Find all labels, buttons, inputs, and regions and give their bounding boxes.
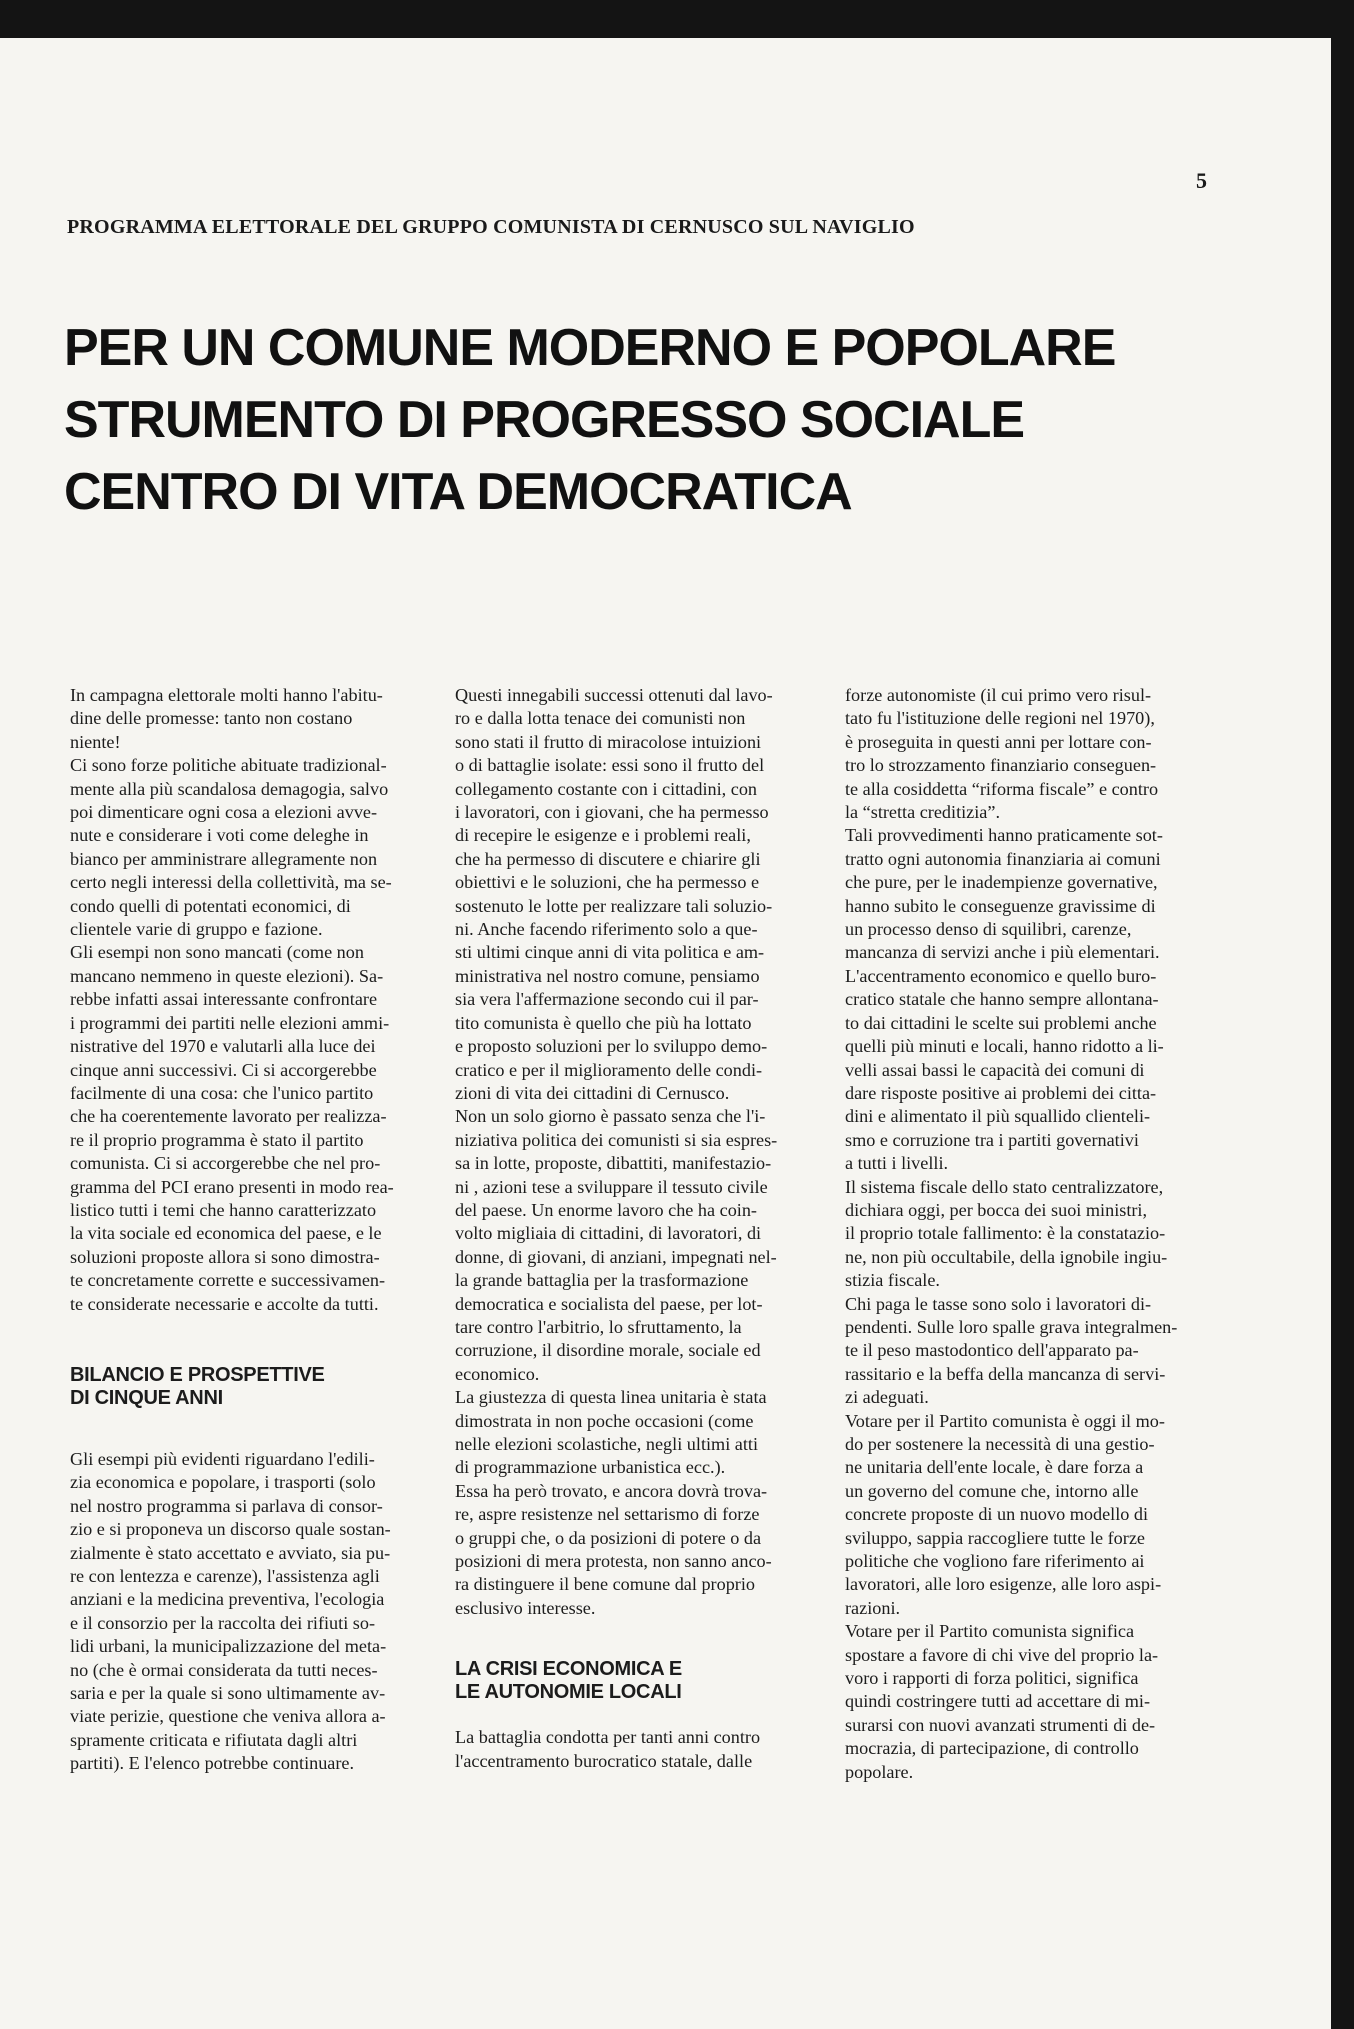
text-line: ministrativa nel nostro comune, pensiamo — [455, 965, 760, 986]
paragraph — [845, 965, 1215, 1176]
text-line: partiti). E l'elenco potrebbe continuare. — [70, 1753, 355, 1774]
text-line: zia economica e popolare, i trasporti (solo — [70, 1472, 376, 1493]
text-line: pendenti. Sulle loro spalle grava integralmen- — [845, 1316, 1178, 1337]
text-line: re, aspre resistenze nel settarismo di forze — [455, 1504, 760, 1525]
headline-line: PER UN COMUNE MODERNO E POPOLARE — [64, 319, 1116, 377]
text-line: dare risposte positive ai problemi dei citta- — [845, 1082, 1157, 1103]
text-line: o gruppi che, o da posizioni di potere o da — [455, 1527, 762, 1548]
paragraph — [70, 941, 438, 1316]
text-line: dichiara oggi, per bocca dei suoi ministri, — [845, 1199, 1148, 1220]
page-number: 5 — [1196, 168, 1207, 193]
text-line: stizia fiscale. — [845, 1270, 940, 1291]
text-line: tare contro l'arbitrio, lo sfruttamento, la — [455, 1316, 742, 1337]
paragraph — [455, 684, 822, 1105]
text-line: il proprio totale fallimento: è la constatazio- — [845, 1223, 1166, 1244]
text-line: obiettivi e le soluzioni, che ha permesso e — [455, 872, 760, 893]
text-line: mancano nemmeno in queste elezioni). Sa- — [70, 965, 384, 986]
text-line: sviluppo, sappia raccogliere tutte le forze — [845, 1527, 1145, 1548]
text-line: dini e alimentato il più squallido clienteli- — [845, 1106, 1151, 1127]
text-line: mancanza di servizi anche i più elementari. — [845, 942, 1160, 963]
headline — [64, 312, 1164, 528]
text-line: zio e si proponeva un discorso quale sostan- — [70, 1519, 391, 1540]
text-line: Essa ha però trovato, e ancora dovrà trova- — [455, 1480, 768, 1501]
text-line: te alla cosiddetta “riforma fiscale” e contro — [845, 778, 1159, 799]
text-line: certo negli interessi della collettività, ma se- — [70, 872, 392, 893]
text-line: rassitario e la beffa della mancanza di servi- — [845, 1363, 1166, 1384]
paragraph — [455, 1480, 822, 1620]
text-line: niente! — [70, 731, 121, 752]
text-line: re il proprio programma è stato il partito — [70, 1129, 364, 1150]
headline-line: STRUMENTO DI PROGRESSO SOCIALE — [64, 391, 1025, 449]
column-2 — [455, 684, 822, 1773]
text-line: Votare per il Partito comunista è oggi il mo- — [845, 1410, 1165, 1431]
text-line: viate perizie, questione che veniva allora a- — [70, 1706, 386, 1727]
text-line: ni , azioni tese a sviluppare il tessuto civile — [455, 1176, 768, 1197]
text-line: cratico statale che hanno sempre allontana- — [845, 989, 1159, 1010]
paragraph — [70, 754, 438, 941]
text-line: sa in lotte, proposte, dibattiti, manifestazio- — [455, 1153, 772, 1174]
text-line: tratto ogni autonomia finanziaria ai comuni — [845, 848, 1161, 869]
text-line: Non un solo giorno è passato senza che l'i- — [455, 1106, 766, 1127]
text-line: tro lo strozzamento finanziario conseguen- — [845, 755, 1157, 776]
paragraph — [845, 1410, 1215, 1621]
text-line: esclusivo interesse. — [455, 1597, 596, 1618]
text-line: DI CINQUE ANNI — [70, 1386, 223, 1409]
paragraph — [845, 1293, 1215, 1410]
text-line: cinque anni successivi. Ci si accorgerebbe — [70, 1059, 377, 1080]
text-line: zialmente è stato accettato e avviato, sia pu- — [70, 1542, 391, 1563]
text-line: i programmi dei partiti nelle elezioni ammi- — [70, 1012, 390, 1033]
text-line: spramente criticata e rifiutata dagli altri — [70, 1729, 358, 1750]
text-line: no (che è ormai considerata da tutti neces- — [70, 1659, 378, 1680]
text-line: e il consorzio per la raccolta dei rifiuti so- — [70, 1612, 376, 1633]
text-line: dine delle promesse: tanto non costano — [70, 708, 353, 729]
text-line: ra distinguere il bene comune dal proprio — [455, 1574, 755, 1595]
text-line: i lavoratori, con i giovani, che ha permesso — [455, 802, 769, 823]
text-line: anziani e la medicina preventiva, l'ecologia — [70, 1589, 385, 1610]
text-line: la grande battaglia per la trasformazione — [455, 1270, 749, 1291]
column-1 — [70, 684, 438, 1776]
text-line: un governo del comune che, intorno alle — [845, 1480, 1139, 1501]
text-line: saria e per la quale si sono ultimamente av- — [70, 1683, 386, 1704]
text-line: zioni di vita dei cittadini di Cernusco. — [455, 1082, 730, 1103]
text-line: dimostrata in non poche occasioni (come — [455, 1410, 754, 1431]
text-line: ni. Anche facendo riferimento solo a que- — [455, 919, 758, 940]
text-line: mocrazia, di partecipazione, di controllo — [845, 1738, 1139, 1759]
text-line: te concretamente corrette e successivamen- — [70, 1270, 386, 1291]
text-line: facilmente di una cosa: che l'unico partito — [70, 1082, 374, 1103]
text-line: la vita sociale ed economica del paese, e le — [70, 1223, 382, 1244]
text-line: tato fu l'istituzione delle regioni nel 1970), — [845, 708, 1155, 729]
section-heading — [455, 1658, 822, 1704]
kicker: PROGRAMMA ELETTORALE DEL GRUPPO COMUNISTA DI CERNUSCO SUL NAVIGLIO — [67, 216, 915, 238]
text-line: è proseguita in questi anni per lottare con- — [845, 731, 1152, 752]
text-line: listico tutti i temi che hanno caratterizzato — [70, 1199, 377, 1220]
text-line: gramma del PCI erano presenti in modo rea- — [70, 1176, 394, 1197]
headline-line: CENTRO DI VITA DEMOCRATICA — [64, 463, 852, 521]
text-line: donne, di giovani, di anziani, impegnati nel- — [455, 1246, 777, 1267]
text-line: mente alla più scandalosa demagogia, salvo — [70, 778, 389, 799]
text-line: democratica e socialista del paese, per lot- — [455, 1293, 763, 1314]
text-line: BILANCIO E PROSPETTIVE — [70, 1363, 325, 1386]
text-line: l'accentramento burocratico statale, dalle — [455, 1750, 753, 1771]
text-line: che ha permesso di discutere e chiarire gli — [455, 848, 761, 869]
text-line: ne unitaria dell'ente locale, è dare forza a — [845, 1457, 1144, 1478]
text-line: surarsi con nuovi avanzati strumenti di de- — [845, 1714, 1156, 1735]
text-line: nel nostro programma si parlava di consor- — [70, 1495, 383, 1516]
text-line: la “stretta creditizia”. — [845, 802, 1001, 823]
text-line: LE AUTONOMIE LOCALI — [455, 1681, 682, 1704]
paragraph — [455, 1386, 822, 1480]
text-line: te considerate necessarie e accolte da tutti. — [70, 1293, 379, 1314]
paragraph — [845, 824, 1215, 964]
text-line: rebbe infatti assai interessante confrontare — [70, 989, 378, 1010]
text-line: lavoratori, alle loro esigenze, alle loro aspi- — [845, 1574, 1162, 1595]
text-line: Gli esempi non sono mancati (come non — [70, 942, 364, 963]
text-line: L'accentramento economico e quello buro- — [845, 965, 1157, 986]
text-line: do per sostenere la necessità di una gestio- — [845, 1434, 1155, 1454]
text-line: nistrative del 1970 e valutarli alla luce dei — [70, 1036, 376, 1057]
paragraph — [455, 1105, 822, 1386]
text-line: corruzione, il disordine morale, sociale ed — [455, 1340, 761, 1361]
text-line: La giustezza di questa linea unitaria è stata — [455, 1387, 767, 1408]
text-line: forze autonomiste (il cui primo vero risul- — [845, 685, 1152, 705]
text-line: te il peso mastodontico dell'apparato pa- — [845, 1340, 1139, 1361]
text-line: zi adeguati. — [845, 1387, 929, 1408]
text-line: hanno subito le conseguenze gravissime di — [845, 895, 1156, 916]
text-line: tito comunista è quello che più ha lottato — [455, 1012, 752, 1033]
text-line: niziativa politica dei comunisti si sia espres- — [455, 1129, 778, 1150]
text-line: Chi paga le tasse sono solo i lavoratori di- — [845, 1293, 1152, 1314]
text-line: spostare a favore di chi vive del proprio la- — [845, 1644, 1159, 1665]
paragraph — [455, 1726, 822, 1773]
text-line: cratico e per il miglioramento delle condi- — [455, 1059, 763, 1080]
paragraph — [845, 1620, 1215, 1784]
text-line: popolare. — [845, 1761, 914, 1782]
text-line: sti ultimi cinque anni di vita politica e am- — [455, 942, 765, 963]
column-3 — [845, 684, 1215, 1784]
text-line: del paese. Un enorme lavoro che ha coin- — [455, 1199, 757, 1220]
text-line: collegamento costante con i cittadini, con — [455, 778, 758, 799]
paragraph — [70, 1448, 438, 1776]
text-line: lidi urbani, la municipalizzazione del meta- — [70, 1636, 387, 1657]
text-line: poi dimenticare ogni cosa a elezioni avve- — [70, 802, 378, 823]
text-line: quelli più minuti e locali, hanno ridotto a li- — [845, 1036, 1164, 1057]
text-line: a tutti i livelli. — [845, 1153, 949, 1174]
text-line: razioni. — [845, 1597, 901, 1618]
text-line: un processo denso di squilibri, carenze, — [845, 919, 1132, 940]
text-line: sono stati il frutto di miracolose intuizioni — [455, 731, 762, 752]
text-line: politiche che vogliono fare riferimento ai — [845, 1551, 1145, 1572]
text-line: to dai cittadini le scelte sui problemi anche — [845, 1012, 1157, 1033]
paragraph — [845, 1176, 1215, 1293]
text-line: che ha coerentemente lavorato per realizza- — [70, 1106, 387, 1127]
text-line: comunista. Ci si accorgerebbe che nel pro- — [70, 1153, 381, 1174]
text-line: bianco per amministrare allegramente non — [70, 848, 378, 869]
text-line: nute e considerare i voti come deleghe in — [70, 825, 369, 846]
text-line: nelle elezioni scolastiche, negli ultimi atti — [455, 1434, 759, 1454]
text-line: Il sistema fiscale dello stato centralizzatore, — [845, 1176, 1164, 1197]
text-line: sia vera l'affermazione secondo cui il par- — [455, 989, 759, 1010]
text-line: La battaglia condotta per tanti anni contro — [455, 1727, 761, 1748]
text-line: e proposto soluzioni per lo sviluppo demo- — [455, 1036, 768, 1057]
text-line: condo quelli di potentati economici, di — [70, 895, 351, 916]
text-line: smo e corruzione tra i partiti governativi — [845, 1129, 1139, 1150]
text-line: voro i rapporti di forza politici, significa — [845, 1668, 1139, 1689]
text-line: ro e dalla lotta tenace dei comunisti non — [455, 708, 746, 729]
text-line: Votare per il Partito comunista significa — [845, 1621, 1135, 1642]
text-line: posizioni di mera protesta, non sanno anco- — [455, 1551, 772, 1572]
text-line: quindi costringere tutti ad accettare di mi- — [845, 1691, 1151, 1712]
text-line: In campagna elettorale molti hanno l'abitu- — [70, 685, 383, 705]
text-line: Ci sono forze politiche abituate tradizional- — [70, 755, 387, 776]
text-line: velli assai bassi le capacità dei comuni di — [845, 1059, 1145, 1080]
text-line: economico. — [455, 1363, 540, 1384]
text-line: sostenuto le lotte per realizzare tali soluzio- — [455, 895, 773, 916]
text-line: Questi innegabili successi ottenuti dal lavo- — [455, 685, 773, 705]
paragraph — [70, 684, 438, 754]
text-line: concrete proposte di un nuovo modello di — [845, 1504, 1149, 1525]
text-line: soluzioni proposte allora si sono dimostra- — [70, 1246, 380, 1267]
text-line: Gli esempi più evidenti riguardano l'edili- — [70, 1448, 375, 1469]
text-line: LA CRISI ECONOMICA E — [455, 1658, 682, 1681]
section-heading — [70, 1364, 438, 1410]
text-line: volto migliaia di cittadini, di lavoratori, di — [455, 1223, 762, 1244]
paragraph — [845, 684, 1215, 824]
text-line: di programmazione urbanistica ecc.). — [455, 1457, 726, 1478]
text-line: che pure, per le inadempienze governative, — [845, 872, 1158, 893]
text-line: Tali provvedimenti hanno praticamente sot- — [845, 825, 1163, 846]
text-line: di recepire le esigenze e i problemi reali, — [455, 825, 751, 846]
text-line: re con lentezza e carenze), l'assistenza agli — [70, 1566, 380, 1586]
text-line: o di battaglie isolate: essi sono il frutto del — [455, 755, 765, 776]
text-line: clientele varie di gruppo e fazione. — [70, 919, 323, 940]
text-line: ne, non più occultabile, della ignobile ingiu- — [845, 1246, 1168, 1267]
